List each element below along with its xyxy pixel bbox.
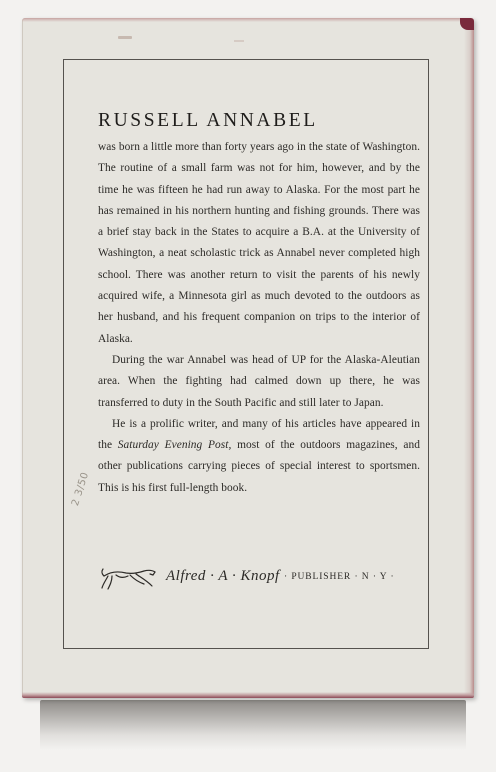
cover-edge-wear-right xyxy=(464,18,474,698)
paragraph-text: most of the outdoors magazines, and other publications carrying pieces of special interest to sportsmen. This is his first full-length book. xyxy=(98,439,420,494)
bio-paragraph xyxy=(98,137,420,350)
bio-paragraph xyxy=(98,414,420,499)
publisher-name: Alfred · A · Knopf xyxy=(166,568,280,584)
publisher-location: · PUBLISHER · N · Y · xyxy=(284,572,395,582)
borzoi-dog-icon xyxy=(100,564,158,592)
paragraph-text: During the war Annabel was head of UP for the Alaska-Aleutian area. When the fighting had calmed down up there, he was transferred to duty in the South Pacific and still later to Japan. xyxy=(98,353,420,409)
cover-stain xyxy=(118,36,132,39)
book-jacket-back-cover xyxy=(22,18,474,698)
bio-paragraph xyxy=(98,350,420,414)
book-shadow xyxy=(40,700,466,750)
cover-edge-wear-top xyxy=(22,18,474,22)
publication-title: Saturday Evening Post, xyxy=(117,439,232,452)
author-name: RUSSELL ANNABEL xyxy=(98,110,318,131)
author-bio xyxy=(98,110,420,499)
publisher-imprint xyxy=(100,564,430,594)
cover-corner-wear xyxy=(460,18,474,30)
bio-paragraphs xyxy=(98,137,420,499)
cover-edge-wear-bottom xyxy=(22,692,474,698)
paragraph-text: was born a little more than forty years ago in the state of Washington. The routine of a small farm was not for him, however, and by the time he was fifteen he had run away to Alaska. For the most part he has remained in his northern hunting and fishing grounds. There was a brief stay back in the States to acquire a B.A. at the University of Washington, a neat scholastic trick as Annabel never completed high school. There was another return to visit the parents of his newly acquired wife, a Minnesota girl as much devoted to the outdoors as her husband, and his frequent companion on trips to the interior of Alaska. xyxy=(98,141,420,345)
cover-stain xyxy=(234,40,244,42)
pencil-price-note: 2 3/50 xyxy=(70,470,92,508)
paragraph-text: He is a prolific writer, and many of his articles have appeared in the xyxy=(98,417,420,452)
